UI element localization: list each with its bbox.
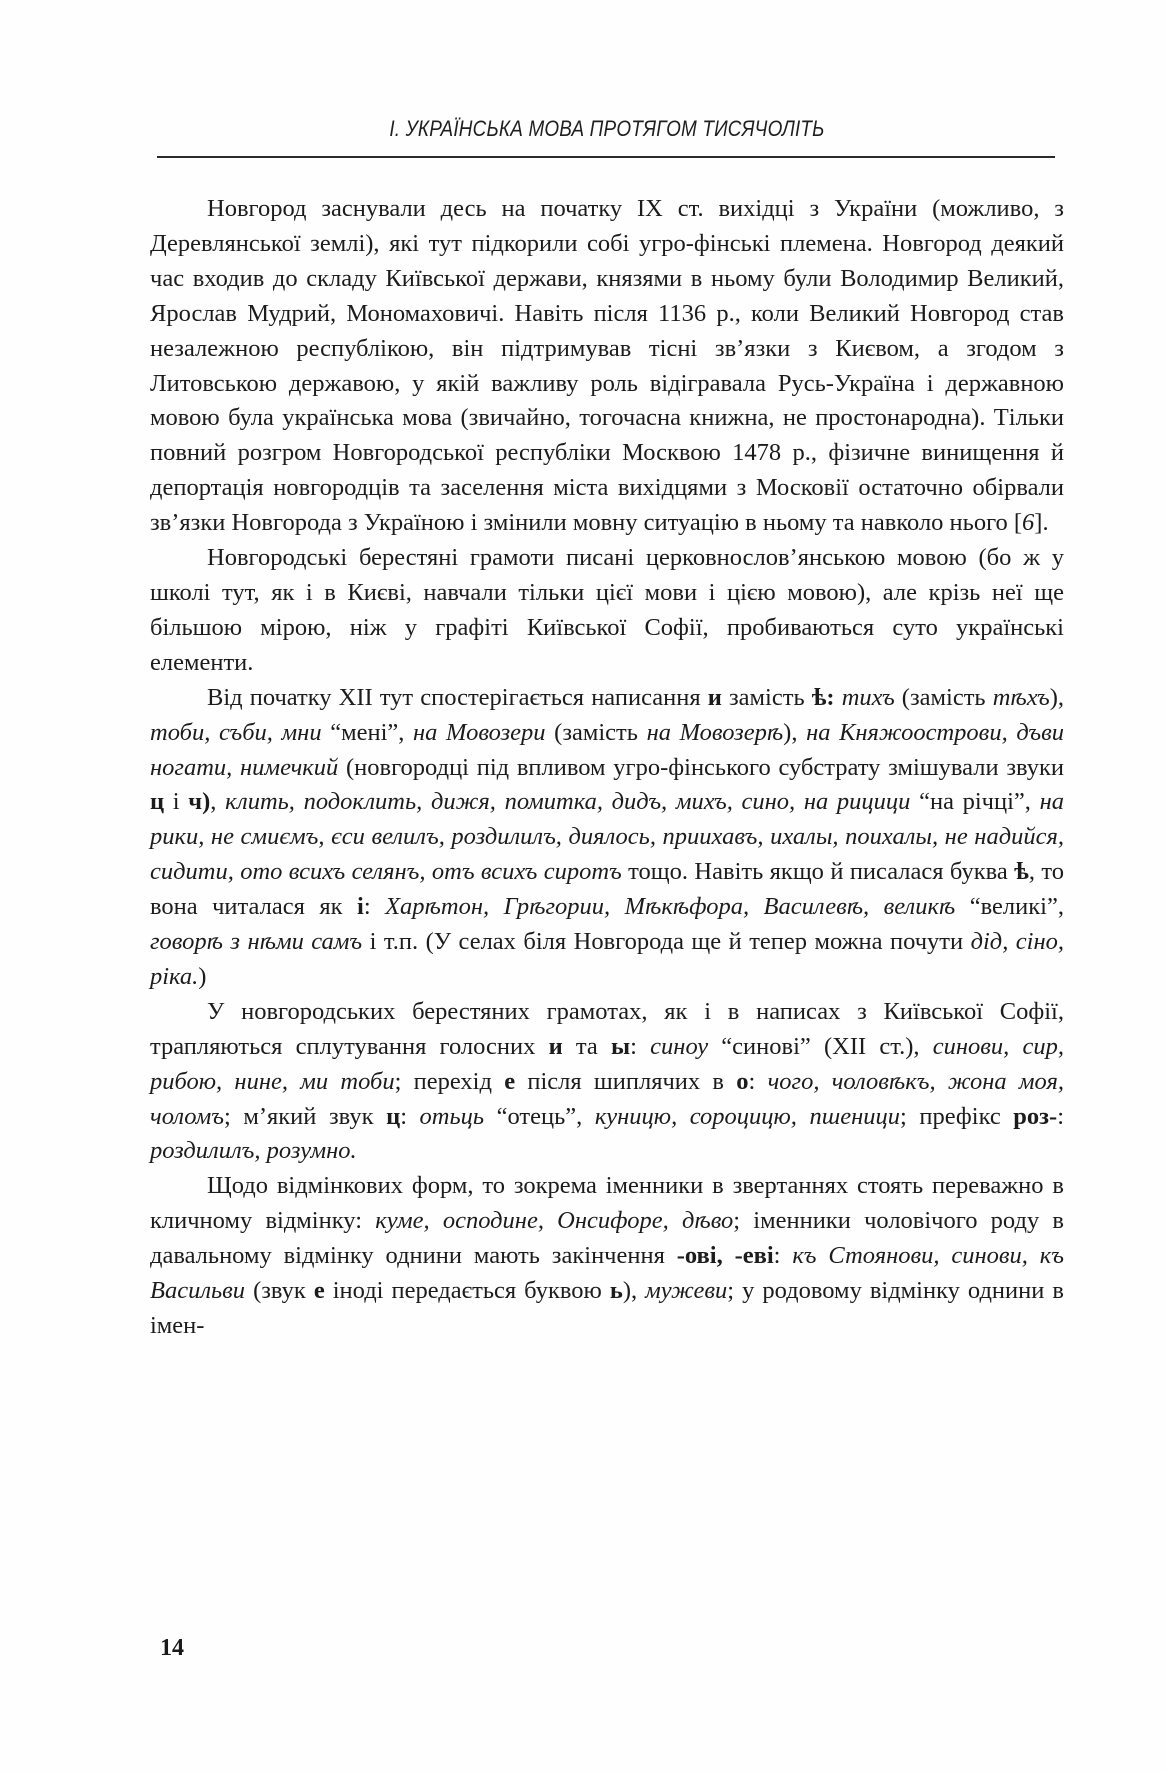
header-rule <box>157 156 1055 158</box>
text-run: , <box>210 788 226 816</box>
text-run: “великі”, <box>955 893 1064 921</box>
text-run: Новгородські берестяні грамоти писані церковнослов’янською мовою (бо ж у школі тут, як і в Києві, навчали тільки цієї мови і цією мовою), але крізь неї ще більшою мірою, ніж у графіті Київської Софії, пробиваються суто українські елементи. <box>150 544 1064 676</box>
italic-term: куме, осподине, Онсифоре, дѣво <box>375 1207 734 1235</box>
bold-letter: ы <box>611 1032 631 1060</box>
italic-term: тоби, съби, мни <box>150 718 322 746</box>
text-run: “на річці”, <box>910 788 1040 816</box>
bold-letter: е <box>313 1277 325 1305</box>
bold-letter: и <box>548 1032 563 1060</box>
bold-letter: ч) <box>188 788 211 816</box>
bold-letter: ц <box>150 788 165 816</box>
text-run: замість <box>721 683 812 711</box>
text-run: (замість <box>545 718 647 746</box>
italic-term: на рики, не смиємъ, єси велилъ, роздилилъ, диялось, приихавъ, ихалы, поихалы, не надийся, сидити, ото всихъ селянъ, отъ всихъ сиротъ <box>150 788 1065 886</box>
text-run: ; перехід <box>394 1067 505 1095</box>
italic-term: отьць <box>419 1102 485 1130</box>
bold-letter: е <box>504 1067 516 1095</box>
paragraph <box>150 541 1064 681</box>
italic-term: мужеви <box>645 1277 728 1305</box>
bold-letter: -ові, -еві <box>676 1242 774 1270</box>
text-run: : <box>400 1102 420 1130</box>
italic-term: 6 <box>1022 509 1035 537</box>
italic-term: синоу <box>650 1032 709 1060</box>
bold-letter: ь <box>609 1277 623 1305</box>
paragraph <box>150 192 1064 541</box>
paragraph <box>150 1169 1064 1344</box>
body-text <box>150 192 1064 1344</box>
text-run: : <box>1057 1102 1064 1130</box>
italic-term: тихъ <box>841 683 895 711</box>
text-run: ; іменники чоловічого роду в давальному відмінку однини мають закінчення <box>150 1207 1065 1270</box>
italic-term: на Княжоострови, дъви ногати, нимечкий <box>150 718 1064 781</box>
text-run: “мені”, <box>321 718 414 746</box>
text-run: і <box>164 788 189 816</box>
italic-term: синови, сир, рибою, нине, ми тоби <box>150 1032 1064 1095</box>
italic-term: куницю, сороцицю, пшеници <box>594 1102 900 1130</box>
paragraph <box>150 681 1064 995</box>
italic-term: чого, чоловѣкъ, жона моя, чоломъ <box>150 1067 1064 1130</box>
italic-term: клить, подоклить, дижя, помитка, дидъ, михъ, сино, на рицици <box>225 788 911 816</box>
text-run: ), <box>783 718 807 746</box>
text-run: ) <box>198 962 207 990</box>
italic-term: роздилилъ, розумно. <box>150 1137 357 1165</box>
italic-term: тѣхъ <box>992 683 1050 711</box>
text-run: ), <box>1049 683 1065 711</box>
text-run: ]. <box>1034 509 1049 537</box>
text-run: Щодо відмінкових форм, то зокрема іменники в звертаннях стоять переважно в кличному відмінку: <box>150 1172 1064 1235</box>
italic-term: на Мовозерѣ <box>646 718 784 746</box>
bold-letter: о <box>736 1067 749 1095</box>
bold-letter: и <box>707 683 722 711</box>
text-run: (звук <box>245 1277 314 1305</box>
text-run: Від початку XII тут спостерігається написання <box>207 683 708 711</box>
text-run: : <box>748 1067 768 1095</box>
running-head: І. УКРАЇНСЬКА МОВА ПРОТЯГОМ ТИСЯЧОЛІТЬ <box>389 116 825 141</box>
text-run: У новгородських берестяних грамотах, як і в написах з Київської Софії, трапляються сплутування голосних <box>150 997 1064 1060</box>
italic-term: Харѣтон, Грѣгории, Мѣкѣфора, Василевѣ, великѣ <box>385 893 956 921</box>
italic-term: дід, сіно, ріка. <box>150 928 1064 990</box>
text-run: ; м’який звук <box>223 1102 387 1130</box>
text-run: : <box>630 1032 651 1060</box>
text-run: : <box>773 1242 793 1270</box>
text-run: іноді передається буквою <box>324 1277 610 1305</box>
text-run: ), <box>622 1277 646 1305</box>
text-run: , то вона читалася як <box>150 858 1064 921</box>
text-run: (новгородці під впливом угро-фінського субстрату змішували звуки <box>338 753 1064 781</box>
text-run: Новгород заснували десь на початку IX ст. вихідці з України (можливо, з Деревлянської землі), які тут підкорили собі угро-фінські племена. Новгород деякий час входив до складу Київської держави, князями в ньому були Володимир Великий, Ярослав Мудрий, Мономаховичі. Навіть після 1136 р., коли Великий Новгород став незалежною республікою, він підтримував тісні зв’язки з Києвом, а згодом з Литовською державою, у якій важливу роль відігравала Русь-Україна і державною мовою була українська мова (звичайно, тогочасна книжна, не простонародна). Тільки повний розгром Новгородської республіки Москвою 1478 р., фізичне винищення й депортація новгородців та заселення міста вихідцями з Московії остаточно обірвали зв’язки Новгорода з Україною і змінили мовну ситуацію в ньому та навколо нього [ <box>150 195 1064 537</box>
text-run: після шиплячих в <box>515 1067 737 1095</box>
bold-letter: ѣ <box>1014 858 1029 886</box>
text-run: і т.п. (У селах біля Новгорода ще й тепер можна почути <box>362 928 971 956</box>
italic-term: говорѣ з нѣми самъ <box>150 928 363 956</box>
paragraph <box>150 995 1064 1170</box>
text-run: та <box>562 1032 611 1060</box>
text-run: ; у родовому відмінку однини в імен- <box>150 1277 1064 1339</box>
bold-letter: ѣ: <box>811 683 835 711</box>
bold-letter: і <box>357 893 364 921</box>
text-run <box>835 684 842 711</box>
text-run: “отець”, <box>484 1102 595 1130</box>
text-run: : <box>363 893 386 921</box>
bold-letter: ц <box>386 1102 401 1130</box>
text-run: тощо. Навіть якщо й писалася буква <box>621 858 1015 886</box>
italic-term: на Мовозери <box>413 718 546 746</box>
italic-term: къ Стоянови, синови, къ Васильви <box>150 1242 1064 1305</box>
page-number: 14 <box>160 1635 184 1661</box>
text-run: “синові” (XII ст.), <box>708 1032 933 1060</box>
text-run: (замість <box>894 683 993 711</box>
bold-letter: роз- <box>1013 1102 1058 1130</box>
text-run: ; префікс <box>900 1102 1014 1130</box>
